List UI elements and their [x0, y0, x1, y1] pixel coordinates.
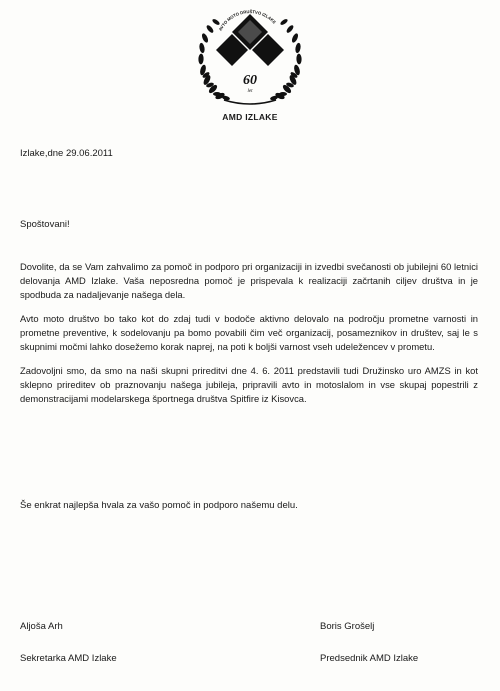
- org-name: AMD IZLAKE: [222, 112, 278, 122]
- letterhead-logo: [0, 0, 500, 135]
- greeting: Spoštovani!: [20, 219, 70, 230]
- signer-name: Aljoša Arh: [20, 621, 63, 632]
- laurel-emblem-icon: [180, 0, 320, 112]
- date-line: Izlake,dne 29.06.2011: [20, 148, 113, 159]
- signer-name: Boris Grošelj: [320, 621, 375, 632]
- paragraph: Dovolite, da se Vam zahvalimo za pomoč in podporo pri organizaciji in izvedbi svečanosti ob jubilejni 60 letnici delovanja AMD Izlake. Vaša neposredna pomoč je prispevala k realizaciji začrtanih ciljev društva in je spodbuda za nadaljevanje našega dela.: [20, 261, 478, 300]
- emblem-arc-text: AVTO MOTO DRUŠTVO IZLAKE: [217, 9, 278, 32]
- signature-right: [320, 619, 418, 666]
- closing-line: Še enkrat najlepša hvala za vašo pomoč in podporo našemu delu.: [20, 500, 298, 511]
- paragraph: Avto moto društvo bo tako kot do zdaj tudi v bodoče aktivno delovalo na področju prometne varnosti in prometne preventive, k sodelovanju pa bomo povabili čim več organizacij, posameznikov in društev, saj le s skupnimi močmi lahko dosežemo korak naprej, na poti k boljši varnost vseh udeležencev v prometu.: [20, 313, 478, 352]
- letter-body: [20, 260, 478, 416]
- signer-role: Sekretarka AMD Izlake: [20, 653, 117, 664]
- signature-left: [20, 619, 117, 666]
- paragraph: Zadovoljni smo, da smo na naši skupni prireditvi dne 4. 6. 2011 predstavili tudi Družinsko uro AMZS in kot sklepno prireditev ob praznovanju našega jubileja, pripravili avto in motoslalom in vse skupaj popestrili z demonstracijami modelarskega športnega društva Spitfire iz Kisovca.: [20, 365, 478, 404]
- signer-role: Predsednik AMD Izlake: [320, 653, 419, 664]
- emblem-sub: let: [247, 89, 253, 94]
- emblem-number: 60: [243, 73, 257, 88]
